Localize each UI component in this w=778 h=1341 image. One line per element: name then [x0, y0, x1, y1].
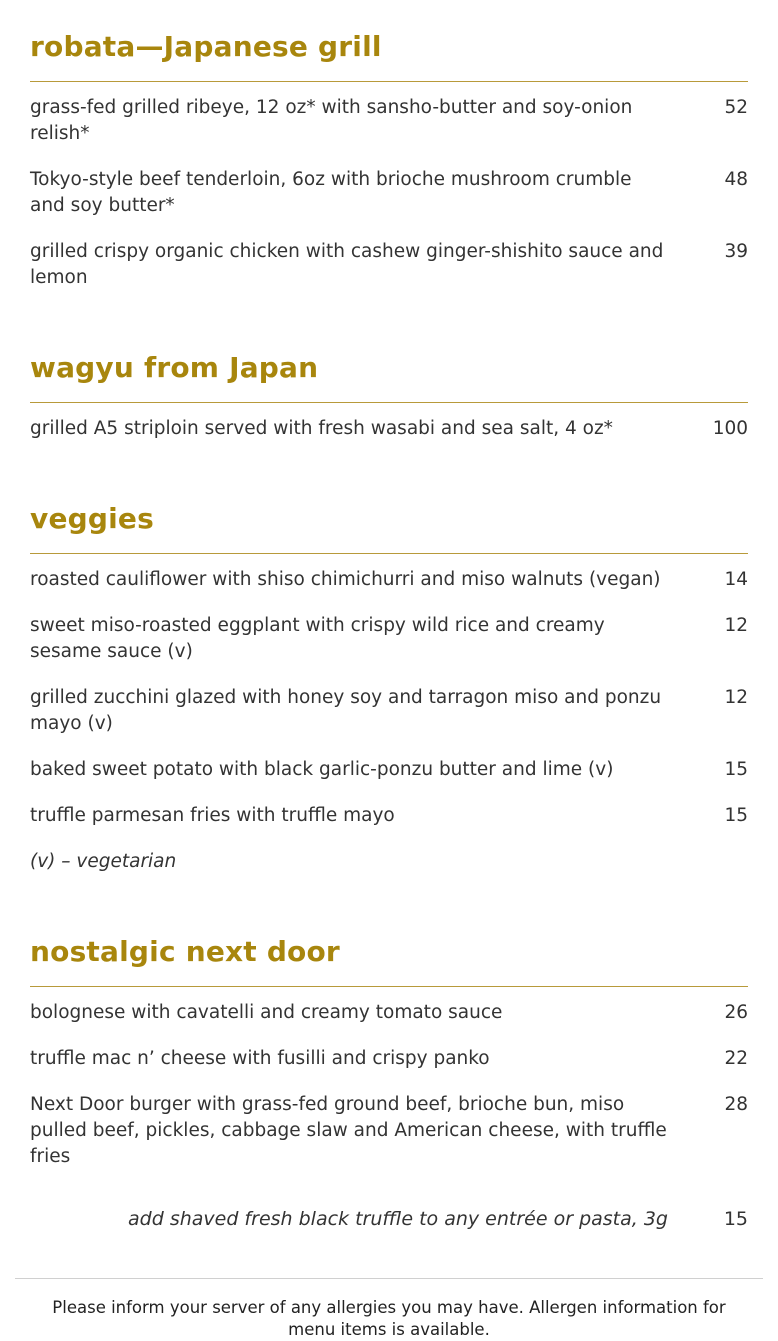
item-price: 12 — [724, 687, 748, 708]
item-description: baked sweet potato with black garlic-ponzu butter and lime (v) — [30, 759, 614, 780]
item-description: sweet miso-roasted eggplant with crispy wild rice and creamy sesame sauce (v) — [30, 615, 605, 662]
item-description: grilled A5 striploin served with fresh wasabi and sea salt, 4 oz* — [30, 418, 613, 439]
vegetarian-note: (v) – vegetarian — [30, 851, 177, 872]
item-price: 28 — [724, 1094, 748, 1115]
section-title-robata: robata—Japanese grill — [30, 30, 382, 63]
item-price: 48 — [724, 169, 748, 190]
item-price: 15 — [724, 759, 748, 780]
allergen-notice: Please inform your server of any allergies you may have. Allergen information for menu items is available. — [52, 1298, 726, 1339]
item-price: 15 — [724, 805, 748, 826]
item-price: 26 — [724, 1002, 748, 1023]
section-divider — [30, 986, 748, 987]
item-description: Tokyo-style beef tenderloin, 6oz with brioche mushroom crumble and soy butter* — [30, 169, 632, 216]
item-price: 52 — [724, 97, 748, 118]
section-divider — [30, 553, 748, 554]
addon-price: 15 — [723, 1208, 748, 1230]
section-title-nostalgic: nostalgic next door — [30, 935, 340, 968]
section-title-wagyu: wagyu from Japan — [30, 351, 319, 384]
section-divider — [30, 81, 748, 82]
addon-description: add shaved fresh black truffle to any entrée or pasta, 3g — [128, 1208, 668, 1230]
item-description: truffle mac n’ cheese with fusilli and crispy panko — [30, 1048, 490, 1069]
item-description: Next Door burger with grass-fed ground beef, brioche bun, miso pulled beef, pickles, cabbage slaw and American cheese, with truffle fries — [30, 1094, 667, 1167]
footer-divider — [15, 1278, 763, 1279]
item-description: grilled zucchini glazed with honey soy and tarragon miso and ponzu mayo (v) — [30, 687, 662, 734]
item-description: roasted cauliflower with shiso chimichurri and miso walnuts (vegan) — [30, 569, 661, 590]
item-price: 100 — [712, 418, 748, 439]
item-description: truffle parmesan fries with truffle mayo — [30, 805, 395, 826]
section-divider — [30, 402, 748, 403]
section-title-veggies: veggies — [30, 502, 154, 535]
item-description: bolognese with cavatelli and creamy tomato sauce — [30, 1002, 503, 1023]
item-price: 22 — [724, 1048, 748, 1069]
item-price: 14 — [724, 569, 748, 590]
item-description: grass-fed grilled ribeye, 12 oz* with sansho-butter and soy-onion relish* — [30, 97, 633, 144]
item-description: grilled crispy organic chicken with cashew ginger-shishito sauce and lemon — [30, 241, 664, 288]
item-price: 39 — [724, 241, 748, 262]
item-price: 12 — [724, 615, 748, 636]
